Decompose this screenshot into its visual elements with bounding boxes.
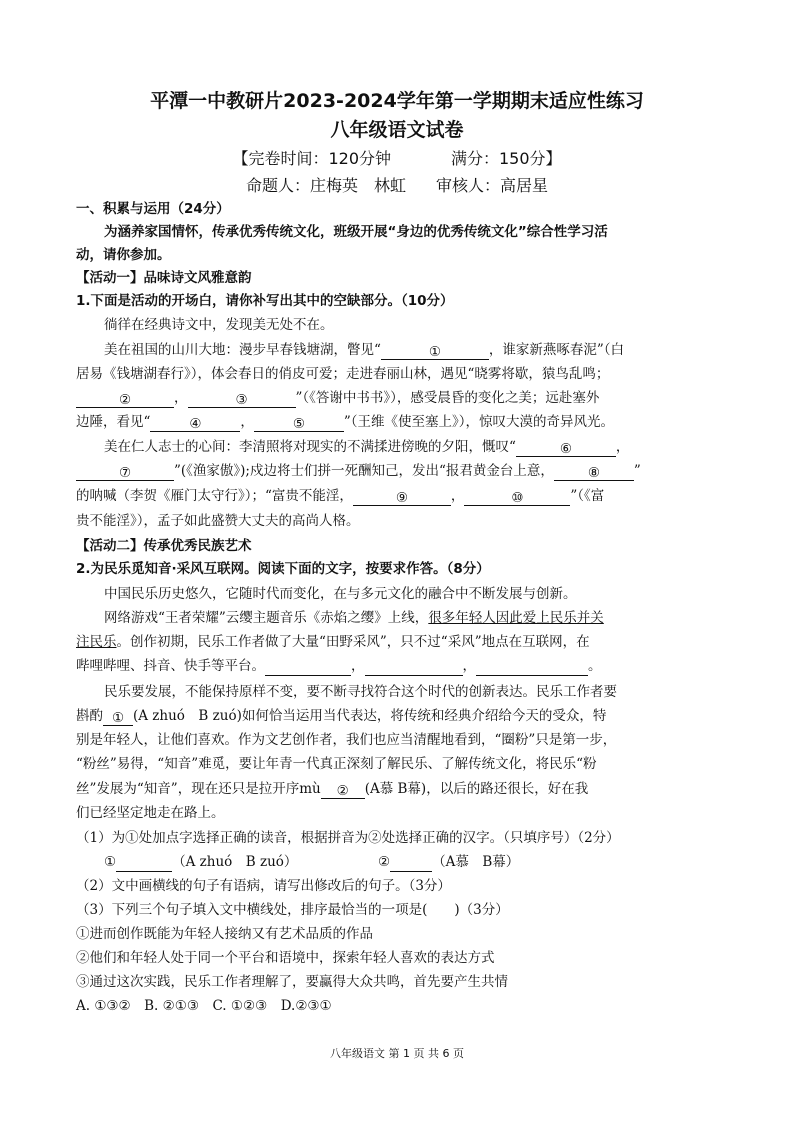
q1-line: 美在仁人志士的心间：李清照将对现实的不满揉进傍晚的夕阳，慨叹“ ⑥ ， xyxy=(104,439,630,457)
exam-subtitle: 八年级语文试卷 xyxy=(330,119,464,141)
answer-blank-7[interactable]: ⑦ xyxy=(76,463,174,481)
subquestion-3: （3）下列三个句子填入文中横线处，排序最恰当的一项是( )（3分） xyxy=(76,902,509,918)
exam-reviewer: 审核人：高居星 xyxy=(436,176,549,195)
activity1-heading: 【活动一】品味诗文风雅意韵 xyxy=(76,270,252,286)
character-blank[interactable]: ② xyxy=(321,781,365,799)
option-1: ①进而创作既能为年轻人接纳又有艺术品质的作品 xyxy=(76,926,373,942)
sentence-slot-3[interactable] xyxy=(476,658,588,676)
q2-line: 民乐要发展，不能保持原样不变，要不断寻找符合这个时代的创新表达。民乐工作者要 xyxy=(104,684,617,700)
exam-title: 平潭一中教研片2023-2024学年第一学期期末适应性练习 xyxy=(150,90,644,112)
answer-blank-5[interactable]: ⑤ xyxy=(254,414,344,432)
answer-blank-8[interactable]: ⑧ xyxy=(554,463,634,481)
exam-authors xyxy=(0,173,794,196)
faulty-sentence-cont: 注民乐 xyxy=(76,634,117,650)
q2-line: 哔哩哔哩、抖音、快手等平台。 ， ， 。 xyxy=(76,658,602,674)
answer-blank-9[interactable]: ⑨ xyxy=(353,488,451,506)
subquestion-1: （1）为①处加点字选择正确的读音，根据拼音为②处选择正确的汉字。（只填序号）（2分） xyxy=(76,830,620,846)
answer-blank-6[interactable]: ⑥ xyxy=(516,439,616,457)
exam-time-score xyxy=(0,146,794,169)
q2-line: 网络游戏“王者荣耀”云缨主题音乐《赤焰之缨》上线，很多年轻人因此爱上民乐并关 xyxy=(104,610,604,626)
sentence-slot-1[interactable] xyxy=(265,658,351,676)
q1-line: ② ， ③ ”（《答谢中书书》），感受晨昏的变化之美；远赴塞外 xyxy=(76,388,756,408)
q1-line: 边陲，看见“ ④ ， ⑤ ”（王维《使至塞上》），惊叹大漠的奇异风光。 xyxy=(76,414,615,432)
q1-line: 居易《钱塘湖春行》），体会春日的俏皮可爱；走进春丽山林，遇见“晓雾将歇，猿鸟乱鸣； xyxy=(76,366,610,382)
q2-line: 丝”发展为“知音”，现在还只是拉开序mù ② (A慕 B幕)，以后的路还很长，好在我 xyxy=(76,781,589,799)
q1-para: 徜徉在经典诗文中，发现美无处不在。 xyxy=(104,317,334,333)
q2-line: 别是年轻人，让他们喜欢。作为文艺创作者，我们也应当清醒地看到，“圈粉”只是第一步， xyxy=(76,732,617,748)
q1-line: ⑦ ”(《渔家傲》);戍边将士们拼一死酬知己，发出“报君黄金台上意， ⑧ ” xyxy=(76,461,756,481)
answer-field-2[interactable] xyxy=(390,854,432,872)
section-intro-cont: 动，请你参加。 xyxy=(76,247,171,263)
page-footer: 八年级语文 第 1 页 共 6 页 xyxy=(330,1047,464,1060)
exam-time: 【完卷时间：120分钟 xyxy=(232,149,391,168)
answer-blank-1[interactable]: ① xyxy=(381,342,489,360)
q1-line: 的呐喊（李贺《雁门太守行》）；“富贵不能淫， ⑨ ， ⑩ ”（《富 xyxy=(76,488,605,506)
pinyin-blank[interactable]: ① xyxy=(103,708,133,726)
exam-score: 满分：150分】 xyxy=(451,149,562,168)
option-3: ③通过这次实践，民乐工作者理解了，要赢得大众共鸣，首先要产生共情 xyxy=(76,974,508,990)
answer-blank-3[interactable]: ③ xyxy=(188,390,296,408)
answer-choices: A. ①③② B. ②①③ C. ①②③ D.②③① xyxy=(76,998,332,1014)
answer-field-1[interactable] xyxy=(116,854,172,872)
q2-line: 注民乐。创作初期，民乐工作者做了大量“田野采风”，只不过“采风”地点在互联网，在 xyxy=(76,634,590,650)
q1-line: 美在祖国的山川大地：漫步早春钱塘湖，瞥见“ ① ，谁家新燕啄春泥”（白 xyxy=(104,342,625,360)
exam-setters: 命题人：庄梅英 林虹 xyxy=(245,176,406,195)
subquestion-2: （2）文中画横线的句子有语病，请写出修改后的句子。（3分） xyxy=(76,878,451,894)
subquestion-1-answers: ① （A zhuó B zuó） ② （A慕 B幕） xyxy=(104,854,520,870)
option-2: ②他们和年轻人处于同一个平台和语境中，探索年轻人喜欢的表达方式 xyxy=(76,950,495,966)
q2-line: 斟酌 ① (A zhuó B zuó)如何恰当运用当代表达，将传统和经典介绍给今天的受众，特 xyxy=(76,708,607,726)
q1-line: 贵不能淫》），孟子如此盛赞大丈夫的高尚人格。 xyxy=(76,513,360,529)
answer-blank-10[interactable]: ⑩ xyxy=(464,488,570,506)
q2-para: 中国民乐历史悠久，它随时代而变化，在与多元文化的融合中不断发展与创新。 xyxy=(104,586,577,602)
section-heading: 一、积累与运用（24分） xyxy=(76,201,230,217)
faulty-sentence: 很多年轻人因此爱上民乐并关 xyxy=(428,610,604,626)
activity2-heading: 【活动二】传承优秀民族艺术 xyxy=(76,538,252,554)
q2-line: “粉丝”易得，“知音”难觅，要让年青一代真正深刻了解民乐、了解传统文化，将民乐“粉 xyxy=(76,756,597,772)
section-intro: 为涵养家国情怀，传承优秀传统文化，班级开展“身边的优秀传统文化”综合性学习活 xyxy=(104,224,608,240)
q2-line: 们已经坚定地走在路上。 xyxy=(76,805,225,821)
answer-blank-2[interactable]: ② xyxy=(76,390,174,408)
answer-blank-4[interactable]: ④ xyxy=(150,414,240,432)
question-1: 1.下面是活动的开场白，请你补写出其中的空缺部分。（10分） xyxy=(76,293,454,309)
question-2: 2.为民乐觅知音·采风互联网。阅读下面的文字，按要求作答。（8分） xyxy=(76,561,490,577)
sentence-slot-2[interactable] xyxy=(365,658,463,676)
